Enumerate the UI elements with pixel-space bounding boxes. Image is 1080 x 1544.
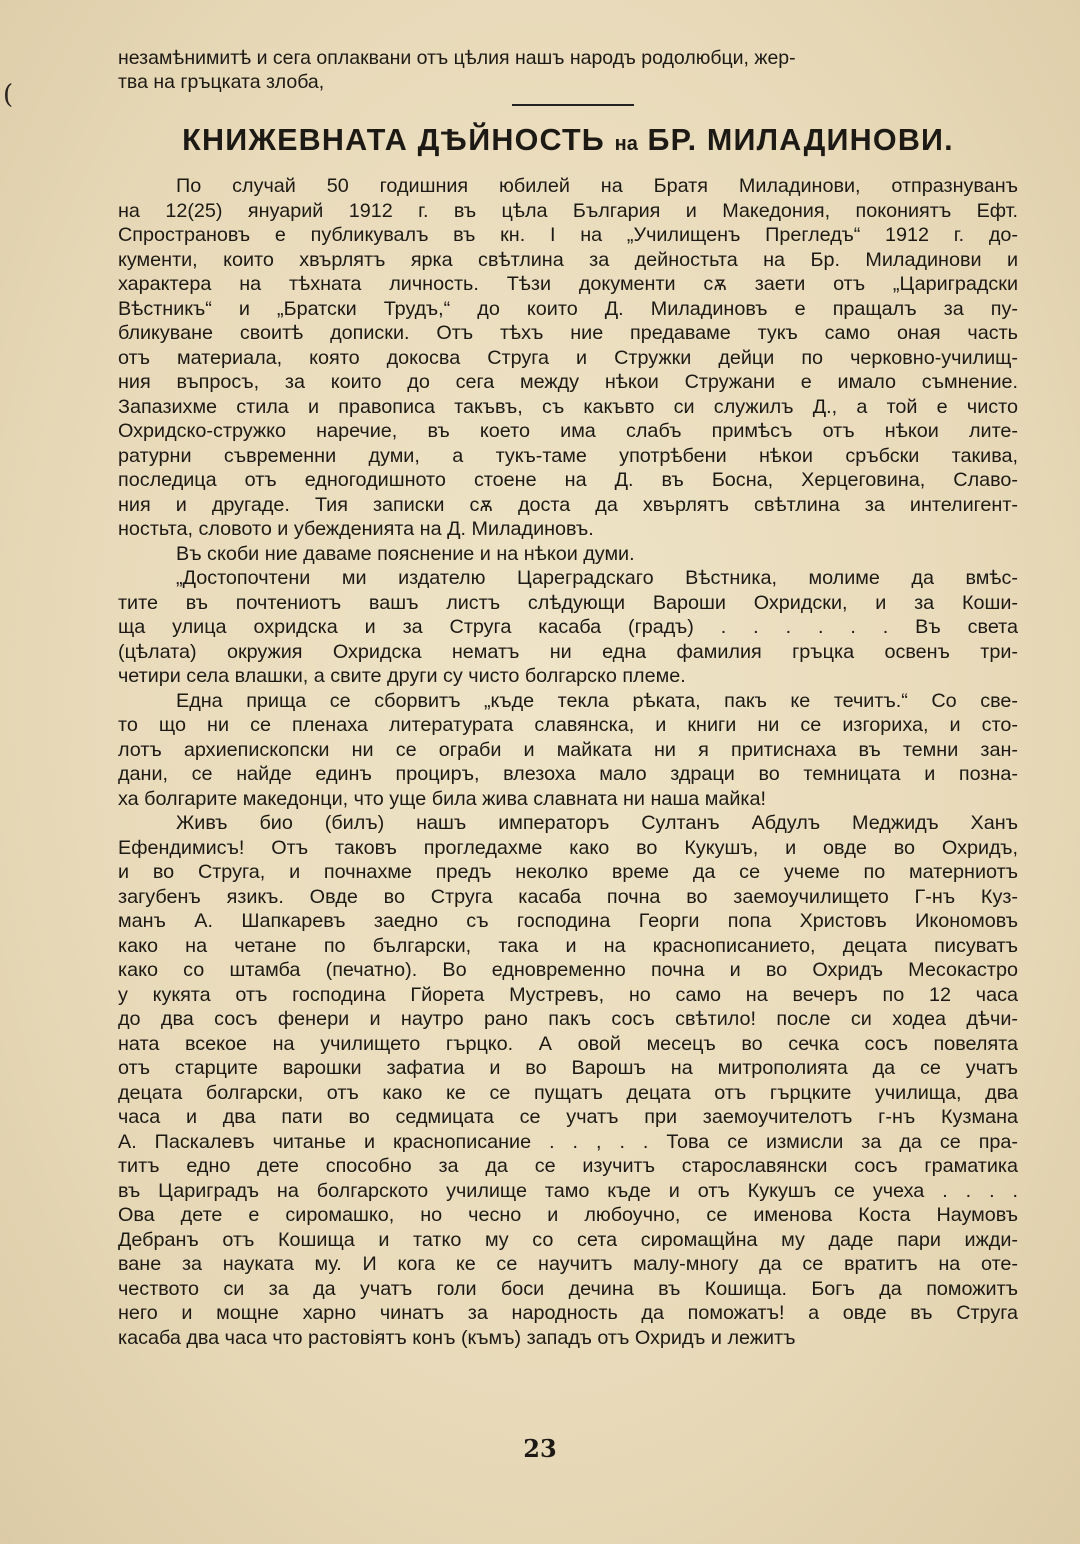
text-line: Въ скоби ние даваме пояснение и на нѣкои думи. xyxy=(176,542,635,565)
text-line: како со штамба (печатно). Во едновременно почна и во Охридъ Месокастро xyxy=(118,959,1018,981)
text-line: ната всекое на училището гърцко. А овой месецъ во сечка сосъ повелята xyxy=(118,1032,1018,1055)
text-line: како на четане по български, така и на краснописанието, децата писуватъ xyxy=(118,934,1018,957)
text-line: и во Струга, и почнахме предъ неколко време да се учеме по матерниотъ xyxy=(118,861,1018,883)
text-line: „Достопочтени ми издателю Цареградскаго Вѣстника, молиме да вмѣс- xyxy=(176,567,1018,589)
page-number: 23 xyxy=(523,1434,557,1463)
text-line: отъ старците варошки зафатиа и во Варошъ на митрополията да се учатъ xyxy=(118,1057,1018,1079)
intro-line: тва на гръцката злоба, xyxy=(118,71,325,93)
text-line: По случай 50 годишния юбилей на Братя Миладинови, отпразнуванъ xyxy=(176,175,1018,197)
text-line: Спространовъ е публикувалъ въ кн. I на „Училищенъ Прегледъ“ 1912 г. до- xyxy=(118,224,1018,246)
separator-rule-wrap xyxy=(118,94,1018,114)
text-line: Ефендимисъ! Отъ таковъ прогледахме како во Кукушъ, и овде во Охридъ, xyxy=(118,836,1018,859)
text-line: ха болгарите македонци, что уще била жива славната ни наша майка! xyxy=(118,787,766,810)
text-line: до два сосъ фенери и наутро рано пакъ сосъ свѣтило! после си ходеа дѣчи- xyxy=(118,1008,1018,1030)
separator-rule xyxy=(512,104,634,106)
margin-mark: ( xyxy=(3,80,14,110)
paragraph xyxy=(118,689,1018,812)
text-line: часа и два пати во седмицата се учатъ при заемоучителотъ г-нъ Кузмана xyxy=(118,1106,1018,1128)
article-title-part1: КНИЖЕВНАТА ДѢЙНОСТЬ xyxy=(182,123,615,157)
text-line: у кукята отъ господина Гйорета Мустревъ, но само на вечеръ по 12 часа xyxy=(118,983,1018,1006)
text-line: децата болгарски, отъ како ке се пущатъ децата отъ гърцките училища, два xyxy=(118,1081,1018,1104)
text-line: чеството си за да учатъ голи боси дечина въ Кошища. Богъ да поможитъ xyxy=(118,1277,1018,1300)
text-line: бликуване своитѣ дописки. Отъ тѣхъ ние предаваме тукъ само оная часть xyxy=(118,322,1018,344)
text-line: ща улица охридска и за Струга касаба (градъ) . . . . . . Въ света xyxy=(118,616,1018,638)
article-title xyxy=(118,122,1018,162)
text-line: ностьта, словото и убежденията на Д. Миладиновъ. xyxy=(118,518,594,540)
paragraph xyxy=(118,566,1018,689)
article-body xyxy=(118,174,1018,1350)
text-line: лотъ архиепископски ни се ограби и майката ни я притиснаха въ темни зан- xyxy=(118,738,1018,761)
article-title-na: на xyxy=(614,133,638,155)
text-line: ратурни съвременни думи, а тукъ-таме употрѣбени нѣкои сръбски такива, xyxy=(118,444,1018,467)
text-line: Дебранъ отъ Кошища и татко му со сета сиромащйна му даде пари ижди- xyxy=(118,1228,1018,1251)
text-line: ване за науката му. И кога ке се научитъ малу-многу да се вратитъ на оте- xyxy=(118,1253,1018,1275)
text-line: загубенъ язикъ. Овде во Струга касаба почна во заемоучилището Г-нъ Куз- xyxy=(118,885,1018,908)
text-line: Една прища се сборвитъ „къде текла рѣката, пакъ ке течитъ.“ Со све- xyxy=(176,689,1018,712)
text-line: последица отъ едногодишното стоене на Д. въ Босна, Херцеговина, Славо- xyxy=(118,469,1018,491)
text-line: А. Паскалевъ читанье и краснописание . . , . . Това се измисли за да се пра- xyxy=(118,1130,1018,1153)
text-line: характера на тѣхната личность. Тѣзи документи сѫ заети отъ „Цариградски xyxy=(118,273,1018,295)
text-line: Запазихме стила и правописа такъвъ, съ какъвто си служилъ Д., а той е чисто xyxy=(118,395,1018,418)
text-line: (цѣлата) окружия Охридска нематъ ни една фамилия гръцка освенъ три- xyxy=(118,640,1018,663)
text-line: Вѣстникъ“ и „Братски Трудъ,“ до които Д. Миладиновъ е пращалъ за пу- xyxy=(118,297,1018,320)
text-line: Охридско-стружко наречие, въ което има слабъ примѣсъ отъ нѣкои лите- xyxy=(118,420,1018,442)
text-line: тите въ почтениотъ вашъ листъ слѣдующи Вароши Охридски, и за Коши- xyxy=(118,591,1018,614)
article-title-part2: БР. МИЛАДИНОВИ. xyxy=(637,123,954,157)
text-line: него и мощне харно чинатъ за народность да поможатъ! а овде въ Струга xyxy=(118,1302,1018,1324)
text-line: то що ни се пленаха литературата славянска, и книги ни се изгориха, и сто- xyxy=(118,714,1018,736)
text-line: четири села влашки, а свите други су чисто болгарско племе. xyxy=(118,665,686,687)
text-line: касаба два часа что растовіятъ конъ (къмъ) западъ отъ Охридъ и лежитъ xyxy=(118,1326,796,1349)
text-line: титъ едно дете способно за да се изучитъ старославянски сосъ граматика xyxy=(118,1155,1018,1177)
text-line: кументи, които хвърлятъ ярка свѣтлина за дейностьта на Бр. Миладинови и xyxy=(118,248,1018,271)
paragraph xyxy=(118,174,1018,542)
text-line: отъ материала, която докосва Струга и Стружки дейци по черковно-училищ- xyxy=(118,346,1018,369)
text-line: въ Цариградъ на болгарското училище тамо къде и отъ Кукушъ се учеха . . . . xyxy=(118,1179,1018,1202)
intro-line: незамѣнимитѣ и сега оплаквани отъ цѣлия нашъ народъ родолюбци, жер- xyxy=(118,47,796,69)
paragraph xyxy=(118,811,1018,1350)
intro-text xyxy=(118,46,1018,94)
text-line: ния въпросъ, за които до сега между нѣкои Стружани е имало съмнение. xyxy=(118,371,1018,393)
text-line: Живъ био (билъ) нашъ императоръ Султанъ Абдулъ Меджидъ Ханъ xyxy=(176,812,1018,834)
text-line: на 12(25) януарий 1912 г. въ цѣла България и Македония, покониятъ Ефт. xyxy=(118,199,1018,222)
text-line: дани, се найде единъ проциръ, влезоха мало здраци во темницата и позна- xyxy=(118,763,1018,785)
text-line: Ова дете е сиромашко, но чесно и любоучно, се именова Коста Наумовъ xyxy=(118,1204,1018,1226)
paragraph xyxy=(118,542,1018,567)
text-line: манъ А. Шапкаревъ заедно съ господина Георги попа Христовъ Икономовъ xyxy=(118,910,1018,932)
text-line: ния и другаде. Тия записки сѫ доста да хвърлятъ свѣтлина за интелигент- xyxy=(118,493,1018,516)
page-text xyxy=(118,46,1018,1350)
